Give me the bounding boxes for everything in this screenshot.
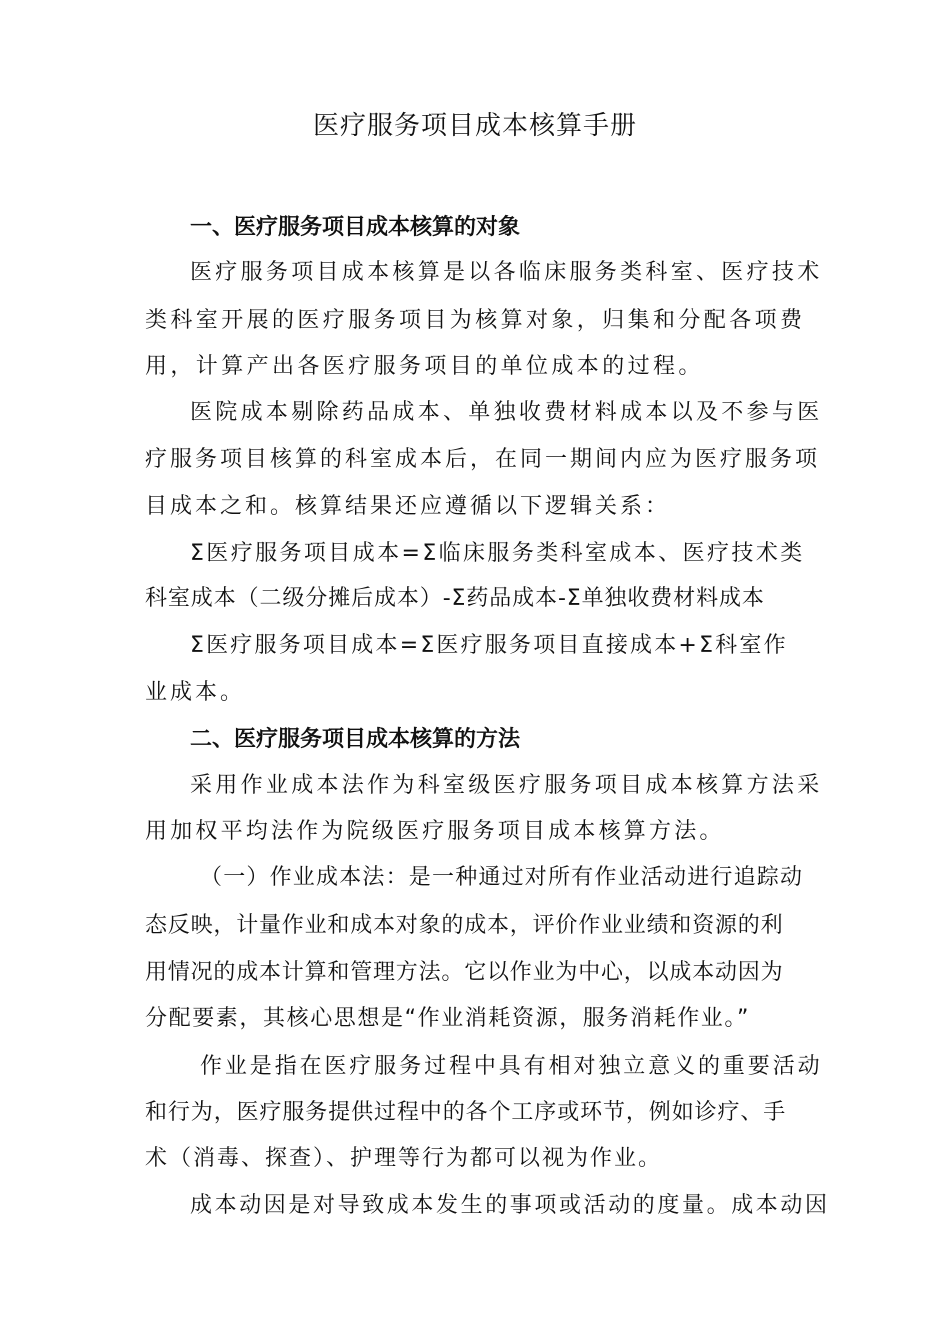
paragraph-line: 采用作业成本法作为科室级医疗服务项目成本核算方法采 (190, 773, 823, 798)
paragraph-line: 和行为，医疗服务提供过程中的各个工序或环节，例如诊疗、手 (145, 1100, 787, 1125)
paragraph-line: 医疗服务项目成本核算是以各临床服务类科室、医疗技术 (190, 260, 823, 285)
paragraph-line: 用加权平均法作为院级医疗服务项目成本核算方法。 (145, 819, 725, 844)
paragraph-line: 疗服务项目核算的科室成本后，在同一期间内应为医疗服务项 (145, 447, 821, 472)
document-title: 医疗服务项目成本核算手册 (312, 111, 637, 141)
paragraph-line: 目成本之和。核算结果还应遵循以下逻辑关系： (145, 494, 671, 519)
paragraph-line: （一）作业成本法：是一种通过对所有作业活动进行追踪动 (200, 865, 804, 890)
paragraph-line: 用，计算产出各医疗服务项目的单位成本的过程。 (145, 354, 704, 379)
paragraph-line: 用情况的成本计算和管理方法。它以作业为中心，以成本动因为 (145, 960, 784, 985)
paragraph-line: 医院成本剔除药品成本、单独收费材料成本以及不参与医 (190, 400, 823, 425)
section-1-heading: 一、医疗服务项目成本核算的对象 (190, 215, 521, 240)
paragraph-line: 作业是指在医疗服务过程中具有相对独立意义的重要活动 (200, 1054, 823, 1079)
section-2-heading: 二、医疗服务项目成本核算的方法 (190, 727, 521, 752)
paragraph-line: 分配要素，其核心思想是“作业消耗资源，服务消耗作业。” (145, 1006, 750, 1031)
paragraph-line: 成本动因是对导致成本发生的事项或活动的度量。成本动因 (190, 1193, 830, 1218)
formula-line: 科室成本（二级分摊后成本）-Σ药品成本-Σ单独收费材料成本 (145, 586, 765, 611)
paragraph-line: 类科室开展的医疗服务项目为核算对象，归集和分配各项费 (145, 308, 806, 333)
paragraph-line: 术（消毒、探查）、护理等行为都可以视为作业。 (145, 1146, 663, 1171)
paragraph-line: 态反映，计量作业和成本对象的成本，评价作业业绩和资源的利 (145, 913, 784, 938)
formula-line: Σ医疗服务项目成本=Σ医疗服务项目直接成本+Σ科室作 (190, 633, 788, 658)
formula-line: Σ医疗服务项目成本=Σ临床服务类科室成本、医疗技术类 (190, 541, 805, 566)
formula-line: 业成本。 (145, 680, 246, 705)
